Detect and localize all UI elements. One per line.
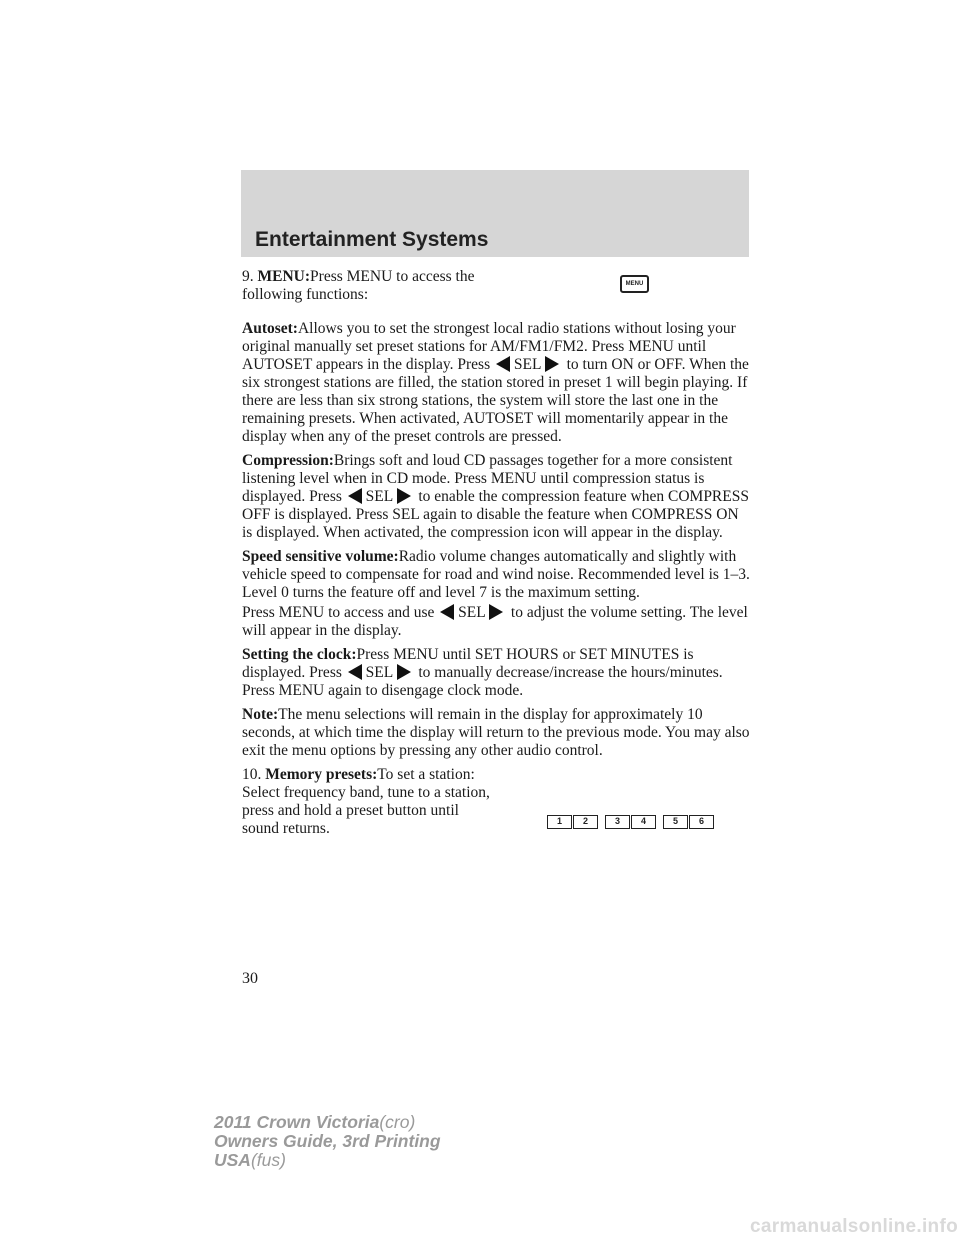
seek-left-icon [440,604,454,620]
autoset-paragraph: Autoset:Allows you to set the strongest local radio stations without losing your original manually set preset stations for AM/FM1/FM2. Press MENU until AUTOSET appears in the display. Press SEL to turn ON or OFF. When the six strongest stations are filled, the station stored in preset 1 will begin playing. If there are less than six strong stations, the system will store the last one in the remaining presets. When activated, AUTOSET will momentarily appear in the display when any of the preset controls are pressed. [242,320,749,445]
seek-left-icon [496,356,510,372]
preset-button-4: 4 [631,815,656,829]
section-header [241,170,749,257]
preset-button-5: 5 [663,815,688,829]
speed-volume-heading: Speed sensitive volume: [242,548,399,565]
seek-right-icon [545,356,559,372]
footer-line-1: 2011 Crown Victoria(cro) [214,1112,416,1132]
speed-volume-instructions: Press MENU to access and use SEL to adjust the volume setting. The level will appear in the display. [242,604,748,639]
note-paragraph: Note:The menu selections will remain in the display for approximately 10 seconds, at which time the display will return to the previous mode. You may also exit the menu options by pressing any other audio control. [242,706,750,759]
compression-heading: Compression: [242,452,334,469]
preset-button-6: 6 [689,815,714,829]
presets-paragraph: 10. Memory presets:To set a station: Select frequency band, tune to a station, press and hold a preset button until sound returns. [242,766,490,837]
presets-heading: Memory presets: [265,766,378,783]
preset-button-2: 2 [573,815,598,829]
section-title: Entertainment Systems [255,228,489,251]
preset-buttons-icon [547,815,717,829]
clock-heading: Setting the clock: [242,646,357,663]
menu-button-icon: MENU [620,275,649,293]
watermark: carmanualsonline.info [750,1216,958,1237]
footer [214,1113,441,1170]
footer-line-2: Owners Guide, 3rd Printing [214,1131,441,1151]
page-content [242,268,750,844]
seek-left-icon [348,664,362,680]
preset-button-1: 1 [547,815,572,829]
clock-paragraph: Setting the clock:Press MENU until SET HOURS or SET MINUTES is displayed. Press SEL to manually decrease/increase the hours/minutes. Press MENU again to disengage clock mode. [242,646,723,699]
speed-volume-paragraph: Speed sensitive volume:Radio volume changes automatically and slightly with vehicle speed to compensate for road and wind noise. Recommended level is 1–3. Level 0 turns the feature off and level 7 is the maximum setting. [242,548,750,601]
seek-right-icon [397,664,411,680]
seek-left-icon [348,488,362,504]
seek-right-icon [489,604,503,620]
menu-paragraph: 9. MENU:Press MENU to access the following functions: [242,268,475,303]
autoset-heading: Autoset: [242,320,298,337]
footer-line-3: USA(fus) [214,1150,286,1170]
preset-button-3: 3 [605,815,630,829]
note-heading: Note: [242,706,279,723]
page-number: 30 [242,970,258,987]
seek-right-icon [397,488,411,504]
compression-paragraph: Compression:Brings soft and loud CD passages together for a more consistent listening level when in CD mode. Press MENU until compression status is displayed. Press SEL to enable the compression feature when COMPRESS OFF is displayed. Press SEL again to disable the feature when COMPRESS ON is displayed. When activated, the compression icon will appear in the display. [242,452,749,541]
menu-heading: MENU: [257,268,311,285]
